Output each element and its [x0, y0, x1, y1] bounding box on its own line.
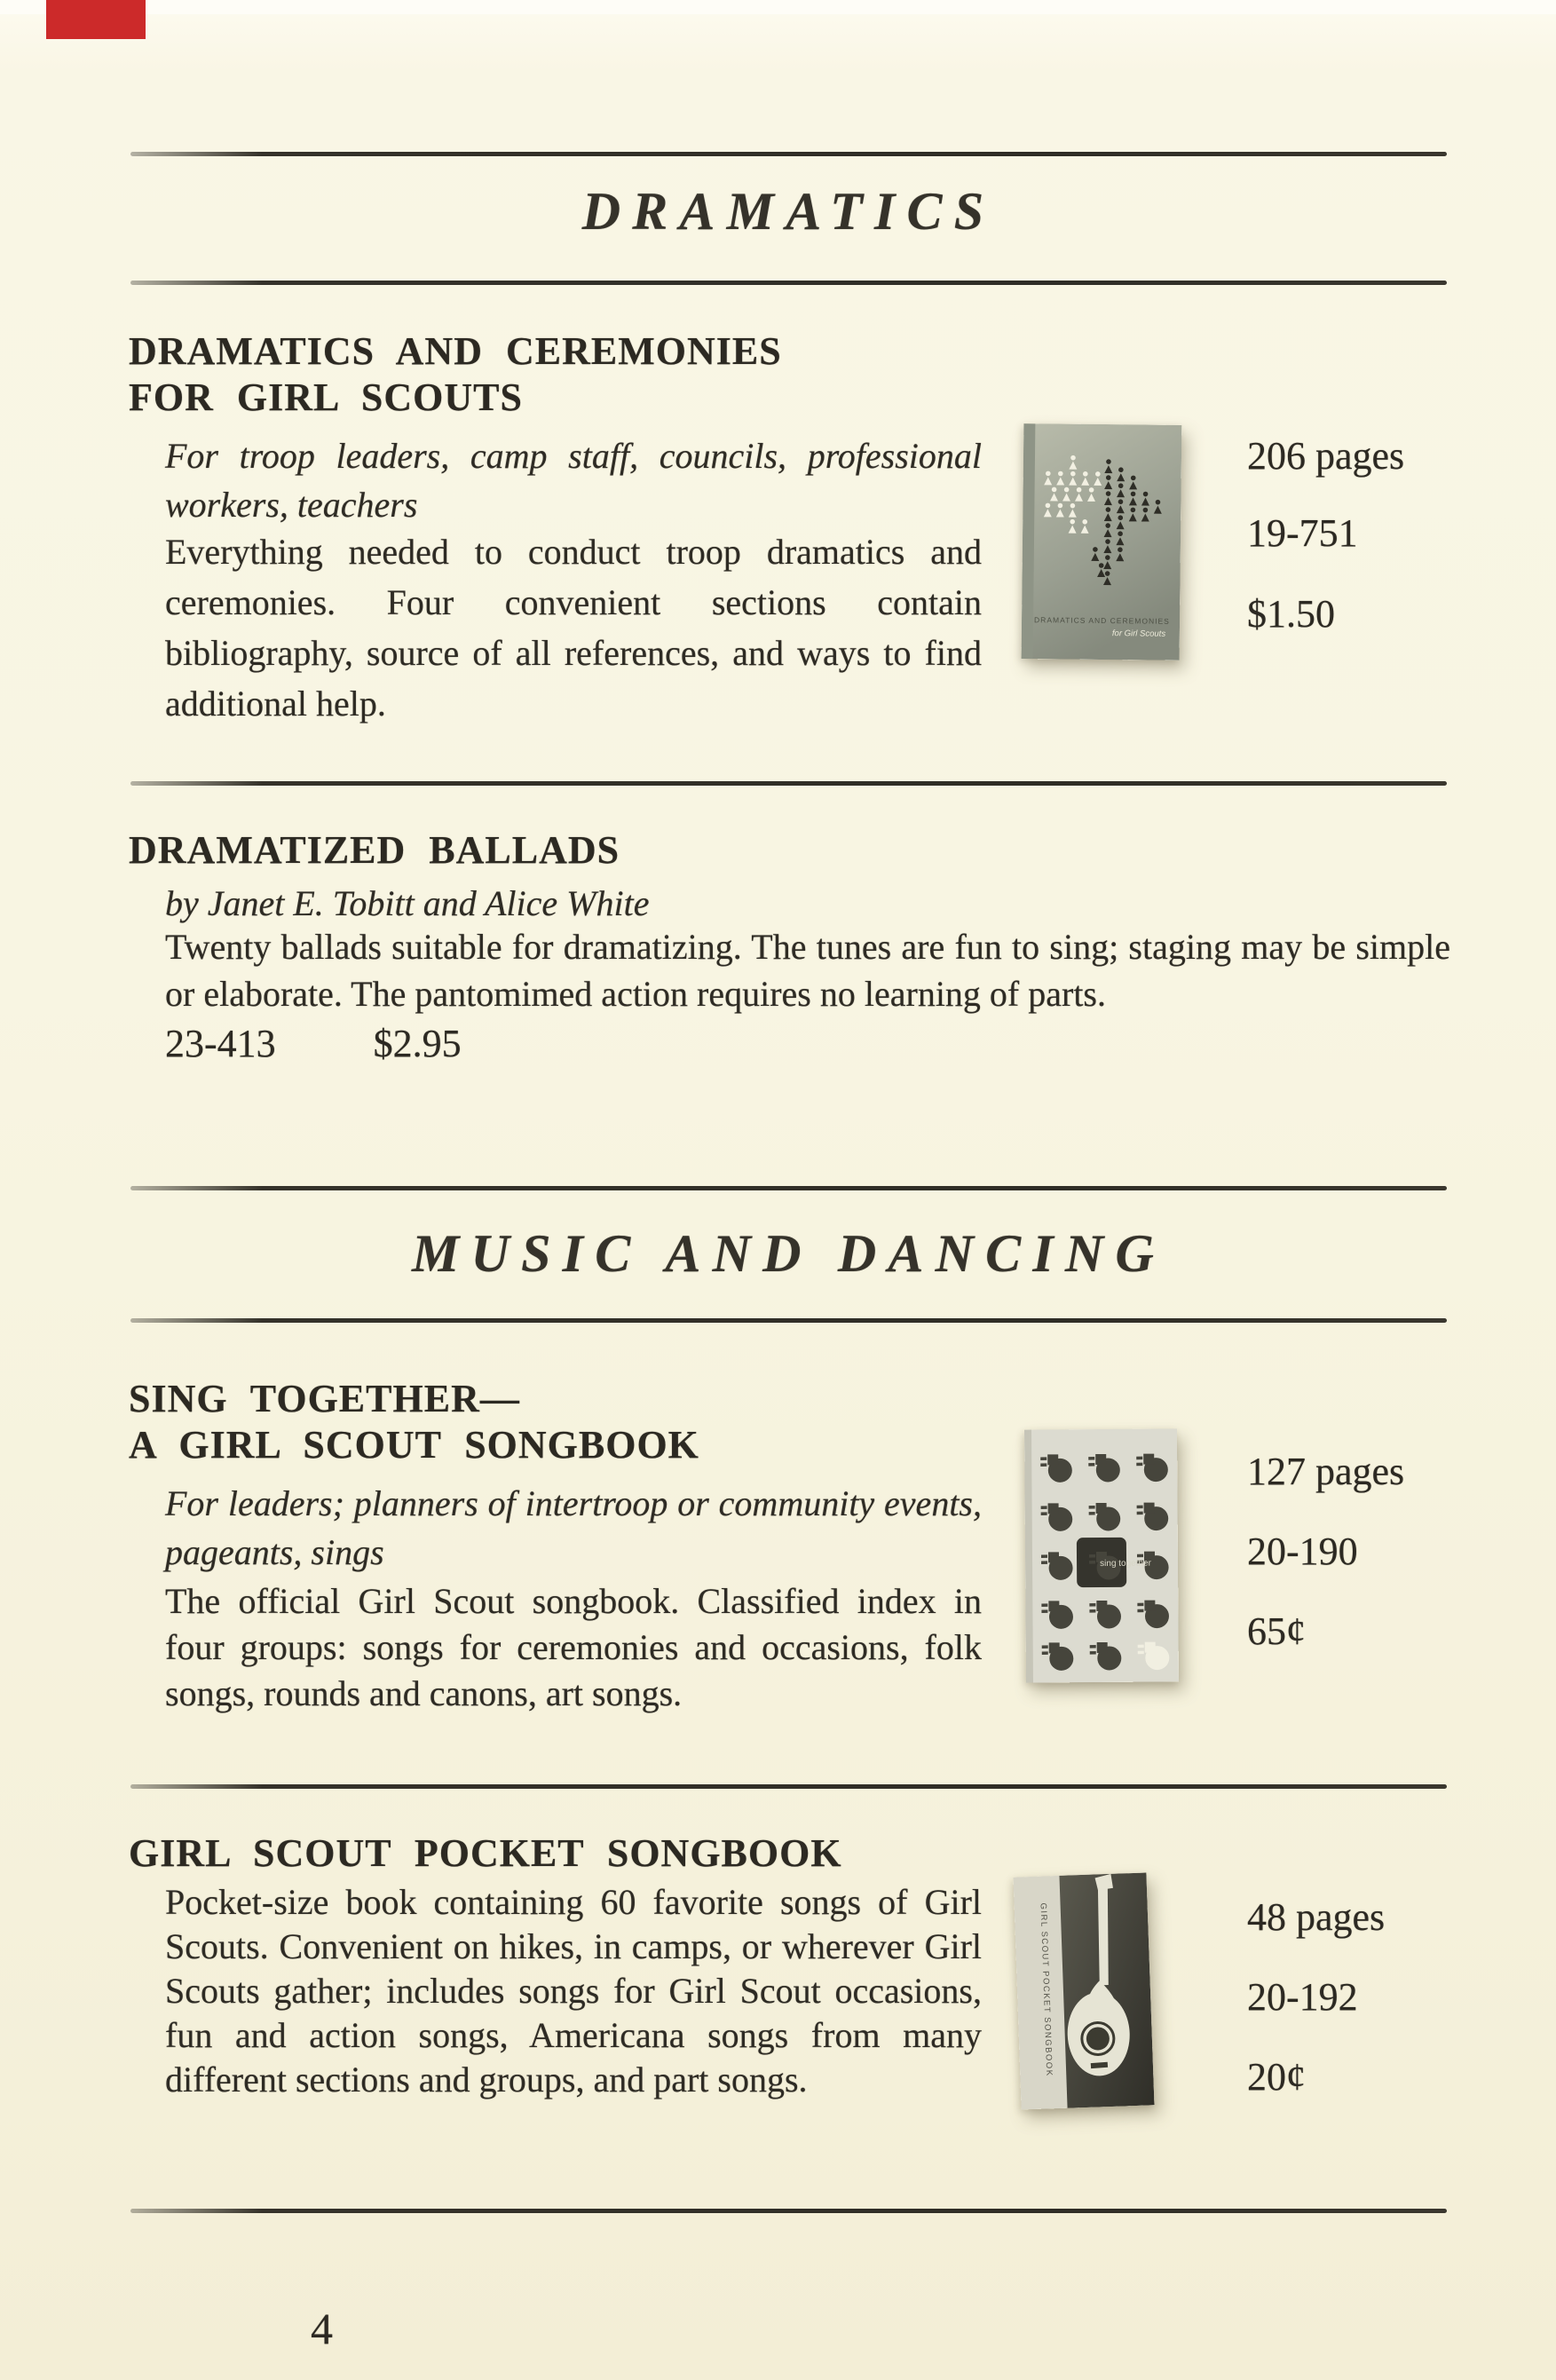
price: 65¢	[1247, 1609, 1306, 1653]
product-audience: For troop leaders, camp staff, councils, professional workers, teachers	[165, 436, 982, 525]
category-title-dramatics: DRAMATICS	[581, 182, 996, 241]
catalog-number: 19-751	[1247, 511, 1358, 555]
product-description: Pocket-size book containing 60 favorite songs of Girl Scouts. Convenient on hikes, in camps, or wherever Girl Scouts gather; includes songs for Girl Scout occasions, fun and action songs, Americana songs from many different sections and groups, and part songs.	[165, 1882, 982, 2099]
catalog-number-price-row	[165, 1021, 462, 1066]
page-number: 4	[311, 2304, 333, 2353]
catalog-number: 23-413	[165, 1022, 276, 1065]
cover-subtitle-text: for Girl Scouts	[1111, 629, 1166, 639]
product-description: The official Girl Scout songbook. Classified index in four groups: songs for ceremonies and occasions, folk songs, rounds and canons, art songs.	[165, 1581, 982, 1713]
catalog-number: 20-192	[1247, 1975, 1358, 2019]
pages-count: 48 pages	[1247, 1895, 1386, 1939]
rule-below-dramatics	[130, 281, 1447, 285]
rule-divider-1	[130, 781, 1447, 786]
book-cover-illustration	[1022, 423, 1182, 660]
product-title-line1: DRAMATIZED BALLADS	[129, 828, 620, 872]
product-title-line2: FOR GIRL SCOUTS	[129, 376, 523, 419]
product-description: Everything needed to conduct troop dramatics and ceremonies. Four convenient sections contain bibliography, source of all references, and ways to find additional help.	[165, 532, 982, 723]
pages-count: 127 pages	[1247, 1450, 1405, 1493]
book-cover-sing-together	[1024, 1428, 1179, 1682]
rule-below-music	[130, 1318, 1447, 1323]
book-cover-illustration	[1024, 1428, 1179, 1682]
product-author: by Janet E. Tobitt and Alice White	[165, 883, 650, 923]
cover-title-text: GIRL SCOUT POCKET SONGBOOK	[1038, 1902, 1054, 2077]
pages-count: 206 pages	[1247, 434, 1405, 478]
book-cover-dramatics-and-ceremonies	[1022, 423, 1182, 660]
price: $2.95	[373, 1022, 462, 1065]
category-title-music-and-dancing: MUSIC AND DANCING	[412, 1224, 1165, 1283]
product-title-line1: DRAMATICS AND CEREMONIES	[129, 329, 782, 373]
rule-divider-2	[130, 1784, 1447, 1789]
product-description: Twenty ballads suitable for dramatizing. The tunes are fun to sing; staging may be simple or elaborate. The pantomimed action requires no learning of parts.	[165, 927, 1450, 1014]
cover-title-text: sing together	[1100, 1558, 1152, 1570]
book-cover-illustration	[1013, 1872, 1154, 2109]
rule-bottom	[130, 2209, 1447, 2213]
product-title-line1: SING TOGETHER—	[129, 1377, 520, 1420]
price: $1.50	[1247, 592, 1335, 636]
product-title-line1: GIRL SCOUT POCKET SONGBOOK	[129, 1831, 842, 1875]
book-cover-pocket-songbook	[1013, 1872, 1154, 2109]
red-corner-tab	[46, 0, 146, 39]
rule-above-dramatics	[130, 152, 1447, 156]
scan-top-edge	[0, 0, 1556, 14]
rule-above-music	[130, 1186, 1447, 1190]
catalog-number: 20-190	[1247, 1530, 1358, 1573]
product-audience: For leaders; planners of intertroop or community events, pageants, sings	[165, 1483, 982, 1572]
price: 20¢	[1247, 2055, 1306, 2099]
product-title-line2: A GIRL SCOUT SONGBOOK	[129, 1423, 699, 1467]
cover-title-text: DRAMATICS AND CEREMONIES	[1034, 615, 1170, 626]
